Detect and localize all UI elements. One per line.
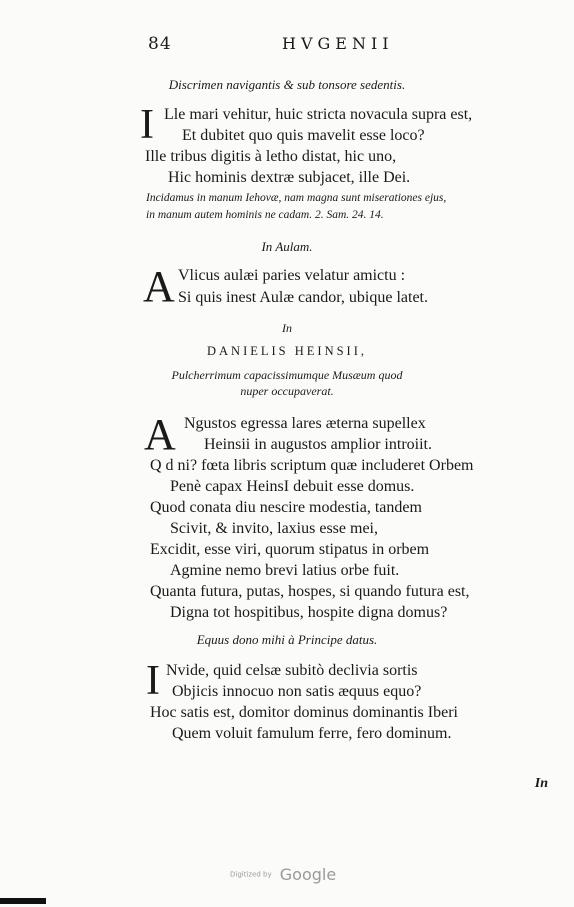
subtitle-line: nuper occupaverat.	[240, 384, 334, 398]
poem-title: Discrimen navigantis & sub tonsore sedentis.	[168, 77, 406, 92]
verse-line: Quod conata diu nescire modestia, tandem	[150, 499, 422, 516]
scripture-note: Incidamus in manum Iehovæ, nam magna sunt miserationes ejus,	[146, 192, 447, 204]
catchword: In	[534, 776, 548, 791]
drop-cap: A	[144, 410, 176, 459]
page-header	[148, 34, 528, 54]
verse-line: Agmine nemo brevi latius orbe fuit.	[170, 562, 400, 579]
poem-title: Equus dono mihi à Principe datus.	[196, 632, 378, 647]
verse-line: Quanta futura, putas, hospes, si quando futura est,	[150, 583, 470, 600]
verse-line: Nvide, quid celsæ subitò declivia sortis	[166, 662, 418, 679]
verse-line: Hoc satis est, domitor dominus dominantis Iberi	[150, 704, 458, 721]
drop-cap: I	[140, 102, 154, 148]
drop-cap: A	[143, 262, 175, 311]
verse-line: Quem voluit famulum ferre, fero dominum.	[172, 725, 452, 742]
digitization-watermark	[230, 864, 336, 884]
dedicatee-name: DANIELIS HEINSII,	[206, 344, 367, 358]
verse-line: Digna tot hospitibus, hospite digna domus?	[170, 604, 448, 621]
verse-line: Q d ni? fœta libris scriptum quæ includeret Orbem	[150, 457, 474, 474]
verse-line: Si quis inest Aulæ candor, ubique latet.	[178, 289, 428, 306]
verse-line: Hic hominis dextræ subjacet, ille Dei.	[168, 169, 411, 186]
running-title: HVGENII	[282, 34, 394, 53]
verse-line: Excidit, esse viri, quorum stipatus in orbem	[150, 541, 430, 558]
verse-line: Objicis innocuo non satis æquus equo?	[172, 683, 422, 700]
verse-line: Heinsii in augustos amplior introiit.	[204, 436, 432, 453]
verse-line: Vlicus aulæi paries velatur amictu :	[178, 267, 406, 284]
verse-line: Et dubitet quo quis mavelit esse loco?	[182, 127, 425, 144]
scripture-note: in manum autem hominis ne cadam. 2. Sam. 24. 14.	[146, 209, 384, 221]
scan-edge	[0, 898, 46, 904]
verse-line: Penè capax HeinsI debuit esse domus.	[170, 478, 415, 495]
subtitle-line: Pulcherrimum capacissimumque Musæum quod	[171, 368, 403, 382]
drop-cap: I	[146, 658, 160, 704]
poem-title: In Aulam.	[261, 239, 313, 254]
in-label: In	[282, 321, 292, 335]
verse-line: Scivit, & invito, laxius esse mei,	[170, 520, 378, 537]
digitized-label: Digitized by	[230, 870, 272, 879]
page-number: 84	[148, 34, 172, 54]
verse-line: Ille tribus digitis à letho distat, hic uno,	[145, 148, 397, 165]
verse-line: Lle mari vehitur, huic stricta novacula supra est,	[164, 106, 473, 123]
google-logo: Google	[279, 865, 337, 884]
verse-line: Ngustos egressa lares æterna supellex	[184, 415, 426, 432]
